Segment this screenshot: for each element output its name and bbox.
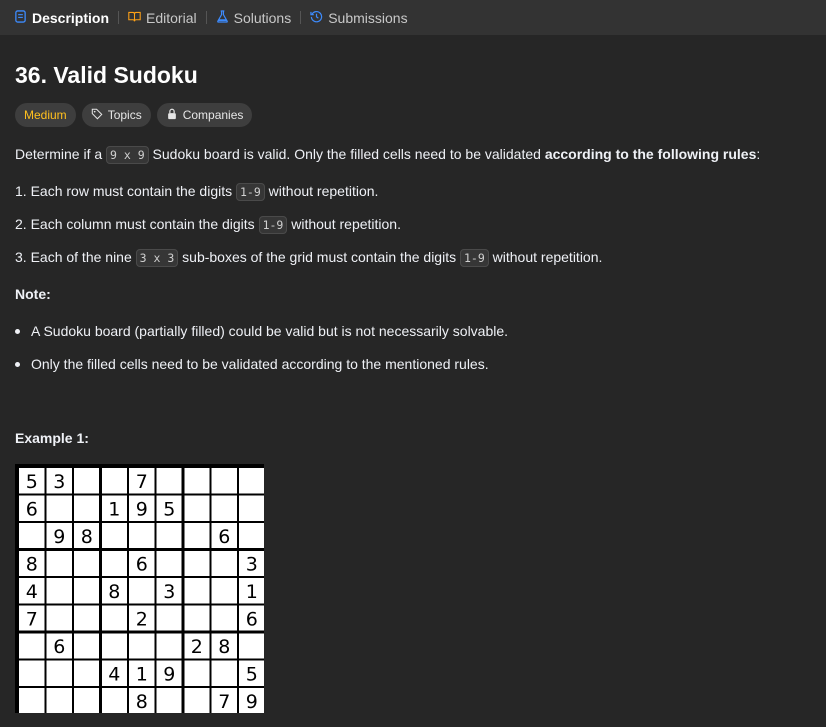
tab-divider — [118, 11, 119, 24]
topics-button[interactable] — [82, 103, 151, 127]
sudoku-cell — [74, 551, 100, 577]
bullet-dot — [15, 362, 20, 367]
sudoku-cell — [157, 468, 183, 494]
box-divider — [182, 464, 185, 713]
note-item — [15, 354, 489, 374]
note-item — [15, 321, 508, 341]
tab-submissions-label: Submissions — [328, 9, 408, 26]
sudoku-digit: 9 — [245, 690, 258, 713]
note-text: A Sudoku board (partially filled) could be valid but is not necessarily solvable. — [31, 323, 509, 339]
tab-description-label: Description — [32, 9, 110, 26]
box-divider — [15, 548, 264, 551]
sudoku-cell — [157, 633, 183, 659]
sudoku-digit: 5 — [245, 663, 258, 686]
sudoku-cell — [47, 661, 73, 687]
sudoku-digit: 6 — [25, 498, 38, 521]
rule-code: 1-9 — [460, 249, 489, 267]
rule-text: sub-boxes of the grid must contain the digits — [178, 249, 460, 265]
sudoku-cell — [212, 578, 238, 604]
sudoku-cell — [47, 606, 73, 632]
sudoku-digit: 8 — [108, 580, 121, 603]
rule-text: 3. Each of the nine — [15, 249, 136, 265]
difficulty-badge — [15, 103, 76, 127]
sudoku-cell — [102, 468, 128, 494]
rule-text: 1. Each row must contain the digits — [15, 183, 236, 199]
box-divider — [15, 631, 264, 634]
sudoku-cell — [19, 633, 45, 659]
sudoku-grid — [15, 464, 264, 713]
sudoku-digit: 8 — [135, 690, 148, 713]
sudoku-cell — [74, 661, 100, 687]
sudoku-digit: 5 — [25, 470, 38, 493]
sudoku-cell — [212, 468, 238, 494]
sudoku-cell — [184, 496, 210, 522]
rule-2 — [15, 214, 401, 235]
problem-title: 36. Valid Sudoku — [15, 62, 198, 88]
intro-code: 9 x 9 — [106, 146, 149, 164]
sudoku-digit: 3 — [163, 580, 176, 603]
rule-3 — [15, 247, 602, 268]
sudoku-cell — [74, 688, 100, 713]
sudoku-cell — [74, 468, 100, 494]
sudoku-cell — [157, 551, 183, 577]
sudoku-digit: 3 — [245, 553, 258, 576]
sudoku-digit: 9 — [135, 498, 148, 521]
sudoku-digit: 1 — [245, 580, 258, 603]
sudoku-cell — [184, 688, 210, 713]
difficulty-label: Medium — [24, 108, 67, 122]
note-heading: Note: — [15, 286, 51, 302]
sudoku-digit: 8 — [25, 553, 38, 576]
sudoku-cell — [239, 633, 264, 659]
sudoku-cell — [184, 551, 210, 577]
tab-editorial[interactable] — [128, 10, 197, 26]
sudoku-digit: 1 — [135, 663, 148, 686]
intro-bold: according to the following rules — [544, 146, 757, 162]
tab-solutions[interactable] — [216, 10, 292, 26]
sudoku-cell — [184, 523, 210, 549]
tab-divider — [206, 11, 207, 24]
rule-text: without repetition. — [287, 216, 401, 232]
sudoku-digit: 3 — [53, 470, 66, 493]
sudoku-digit: 6 — [135, 553, 148, 576]
book-icon — [128, 10, 141, 26]
sudoku-cell — [184, 468, 210, 494]
sudoku-cell — [19, 523, 45, 549]
sudoku-cell — [129, 578, 155, 604]
sudoku-digit: 7 — [135, 470, 148, 493]
sudoku-cell — [184, 578, 210, 604]
sudoku-cell — [157, 523, 183, 549]
rule-text: without repetition. — [264, 183, 379, 199]
rule-code: 1-9 — [236, 183, 265, 201]
sudoku-cell — [212, 496, 238, 522]
sudoku-cell — [239, 523, 264, 549]
intro-prefix: Determine if a — [15, 146, 107, 162]
sudoku-cell — [184, 606, 210, 632]
intro-middle: Sudoku board is valid. Only the filled cells need to be validated — [148, 146, 545, 162]
rule-code: 1-9 — [259, 216, 288, 234]
sudoku-cell — [102, 551, 128, 577]
sudoku-cell — [184, 661, 210, 687]
tab-editorial-label: Editorial — [146, 9, 197, 26]
sudoku-cell — [212, 551, 238, 577]
sudoku-digit: 2 — [135, 608, 148, 631]
tab-divider — [300, 11, 301, 24]
sudoku-digit: 8 — [218, 635, 231, 658]
problem-description — [15, 35, 816, 446]
sudoku-digit: 7 — [218, 690, 231, 713]
sudoku-cell — [74, 633, 100, 659]
sudoku-cell — [74, 578, 100, 604]
sudoku-digit: 7 — [25, 608, 38, 631]
sudoku-cell — [102, 523, 128, 549]
example-heading: Example 1: — [15, 430, 89, 446]
box-divider — [99, 464, 102, 713]
sudoku-digit: 9 — [163, 663, 176, 686]
flask-icon — [216, 10, 229, 26]
sudoku-cell — [157, 688, 183, 713]
sudoku-digit: 1 — [108, 498, 121, 521]
tab-solutions-label: Solutions — [233, 9, 292, 26]
companies-button[interactable] — [157, 103, 253, 127]
sudoku-cell — [19, 661, 45, 687]
sudoku-cell — [102, 606, 128, 632]
sudoku-cell — [102, 688, 128, 713]
sudoku-cell — [157, 606, 183, 632]
sudoku-cell — [212, 661, 238, 687]
description-icon — [14, 10, 27, 26]
tab-bar — [0, 0, 826, 35]
sudoku-cell — [74, 606, 100, 632]
sudoku-digit: 6 — [53, 635, 66, 658]
sudoku-digit: 4 — [108, 663, 121, 686]
sudoku-cell — [129, 523, 155, 549]
sudoku-board-image — [15, 464, 264, 713]
sudoku-cell — [239, 468, 264, 494]
tab-submissions[interactable] — [310, 10, 407, 26]
sudoku-digit: 6 — [218, 525, 231, 548]
sudoku-cell — [239, 496, 264, 522]
intro-suffix: : — [756, 146, 761, 162]
history-icon — [310, 10, 323, 26]
rule-text: without repetition. — [488, 249, 603, 265]
sudoku-cell — [47, 496, 73, 522]
sudoku-digit: 2 — [190, 635, 203, 658]
sudoku-cell — [47, 578, 73, 604]
note-text: Only the filled cells need to be validated according to the mentioned rules. — [31, 356, 489, 372]
companies-label: Companies — [182, 108, 244, 122]
sudoku-digit: 5 — [163, 498, 176, 521]
sudoku-cell — [74, 496, 100, 522]
tab-description[interactable] — [14, 10, 109, 26]
sudoku-digit: 6 — [245, 608, 258, 631]
sudoku-cell — [19, 688, 45, 713]
sudoku-digit: 4 — [25, 580, 38, 603]
sudoku-cell — [129, 633, 155, 659]
rule-1 — [15, 181, 378, 202]
bullet-dot — [15, 329, 20, 334]
sudoku-cell — [47, 551, 73, 577]
topics-label: Topics — [107, 108, 142, 122]
rule-code: 3 x 3 — [136, 249, 179, 267]
rule-text: 2. Each column must contain the digits — [15, 216, 259, 232]
intro-text — [15, 144, 760, 165]
sudoku-digit: 8 — [80, 525, 93, 548]
lock-icon — [166, 108, 178, 123]
sudoku-cell — [212, 606, 238, 632]
sudoku-cell — [102, 633, 128, 659]
tag-chips — [15, 103, 816, 127]
sudoku-cell — [47, 688, 73, 713]
sudoku-digit: 9 — [53, 525, 66, 548]
tag-icon — [91, 108, 103, 123]
